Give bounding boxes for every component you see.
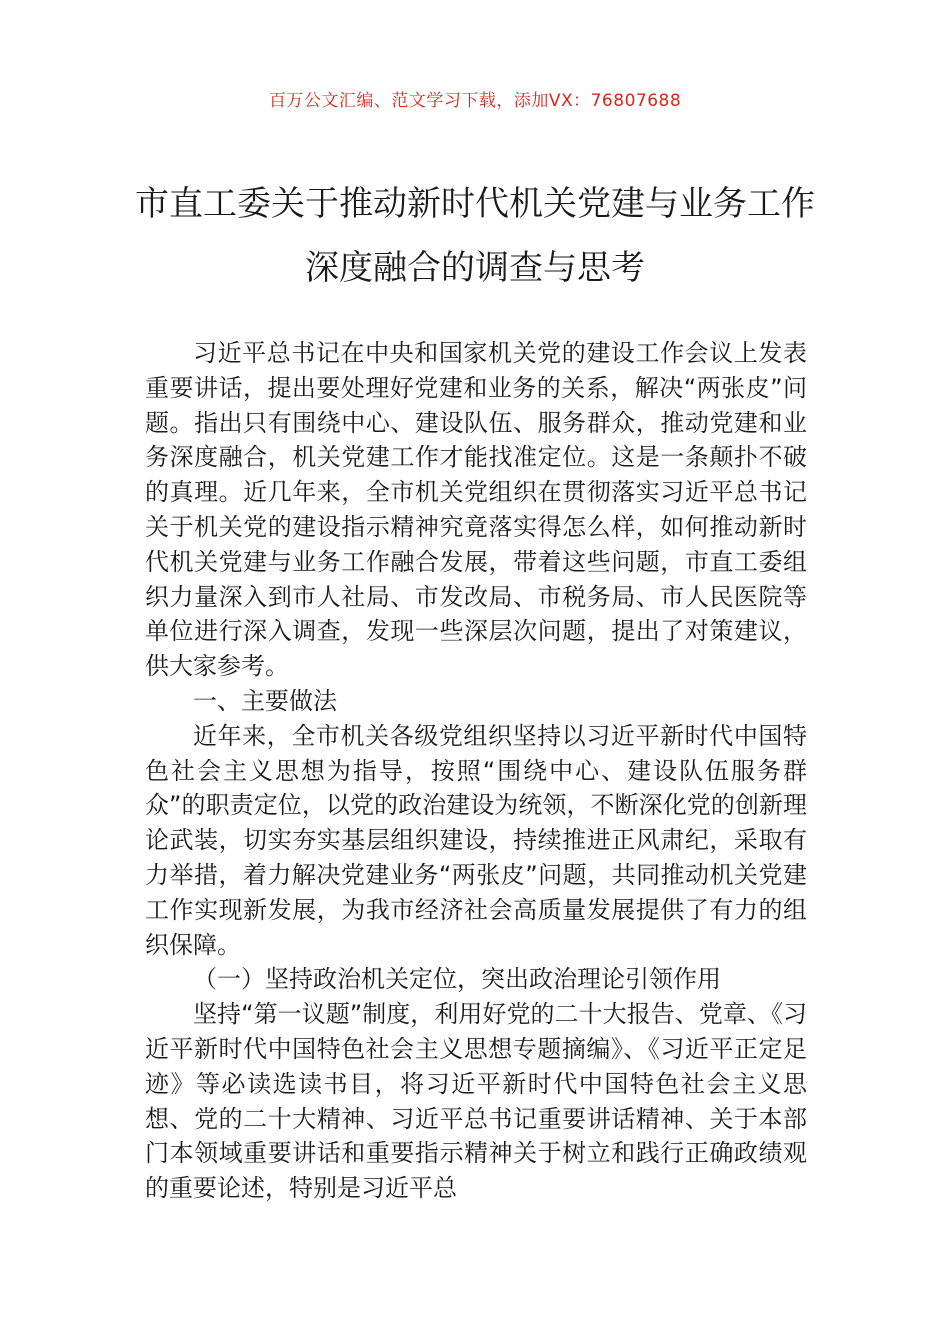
- paragraph-intro: 习近平总书记在中央和国家机关党的建设工作会议上发表重要讲话，提出要处理好党建和业务的关系，解决“两张皮”问题。指出只有围绕中心、建设队伍、服务群众，推动党建和业务深度融合，机关党建工作才能找准定位。这是一条颠扑不破的真理。近几年来，全市机关党组织在贯彻落实习近平总书记关于机关党的建设指示精神究竟落实得怎么样，如何推动新时代机关党建与业务工作融合发展，带着这些问题，市直工委组织力量深入到市人社局、市发改局、市税务局、市人民医院等单位进行深入调查，发现一些深层次问题，提出了对策建议，供大家参考。: [145, 339, 807, 681]
- paragraph-overview: 近年来，全市机关各级党组织坚持以习近平新时代中国特色社会主义思想为指导，按照“围绕中心、建设队伍服务群众”的职责定位，以党的政治建设为统领，不断深化党的创新理论武装，切实夯实基层组织建设，持续推进正风肃纪，采取有力举措，着力解决党建业务“两张皮”问题，共同推动机关党建工作实现新发展，为我市经济社会高质量发展提供了有力的组织保障。: [145, 721, 807, 959]
- document-title: 市直工委关于推动新时代机关党建与业务工作深度融合的调查与思考: [135, 184, 815, 288]
- document-body: [145, 336, 807, 1206]
- paragraph-first-agenda: 坚持“第一议题”制度，利用好党的二十大报告、党章、《习近平新时代中国特色社会主义思想专题摘编》、《习近平正定足迹》等必读选读书目，将习近平新时代中国特色社会主义思想、党的二十大精神、习近平总书记重要讲话精神、关于本部门本领域重要讲话和重要指示精神关于树立和践行正确政绩观的重要论述，特别是习近平总: [145, 1000, 807, 1203]
- header-note: 百万公文汇编、范文学习下载，添加VX：76807688: [268, 91, 682, 111]
- section-heading-main-practices: 一、主要做法: [193, 686, 337, 715]
- subsection-heading-political-positioning: （一）坚持政治机关定位，突出政治理论引领作用: [193, 965, 721, 994]
